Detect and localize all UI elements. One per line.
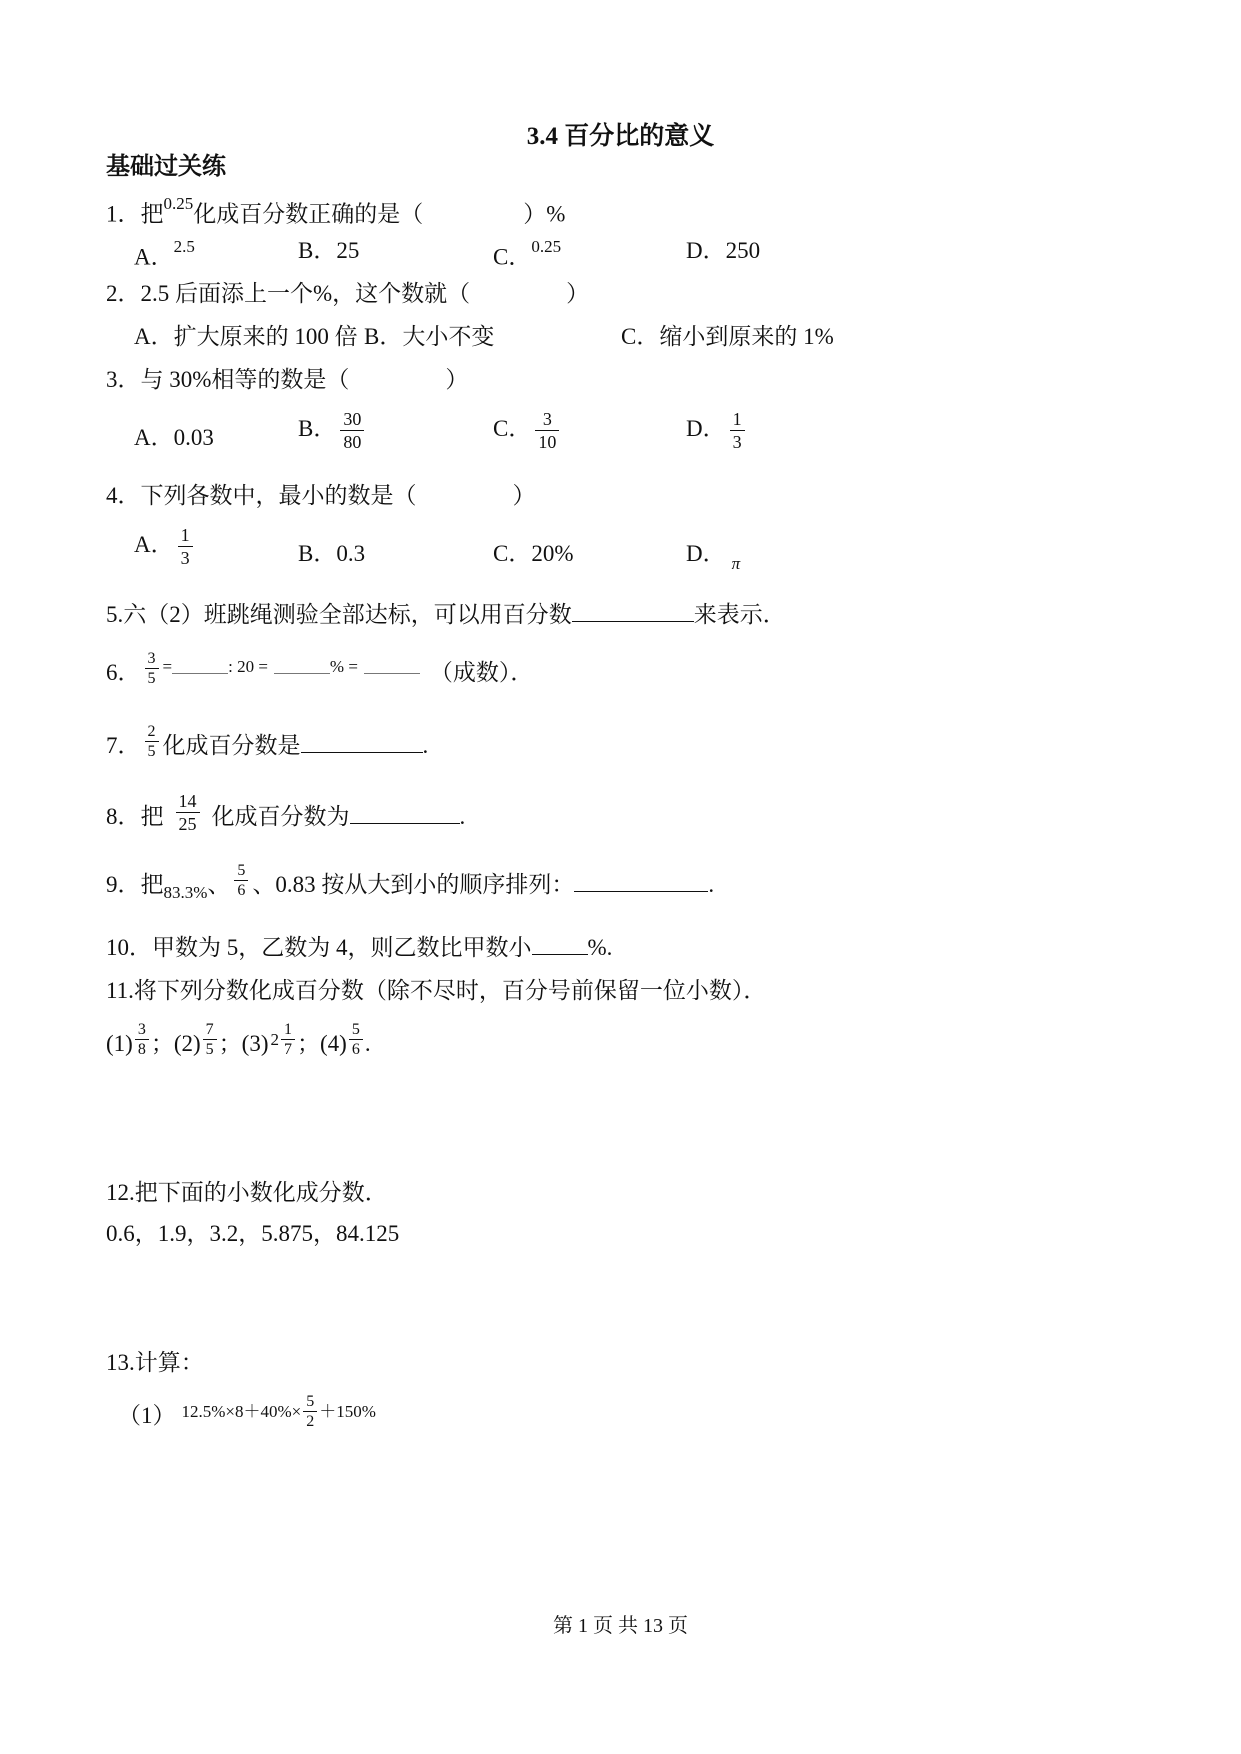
q7-answer-blank[interactable]: [301, 730, 423, 753]
q1-number: 0.25: [163, 194, 194, 213]
q1-option-a: A．$^{2.5}$: [134, 237, 195, 270]
section-heading: 基础过关练: [106, 154, 226, 180]
q4-option-a: A． $\frac{1}{3}$: [134, 524, 197, 569]
q1-close: ）%: [523, 201, 566, 227]
question-12: 12.把下面的小数化成分数．: [106, 1180, 388, 1205]
question-1: [106, 193, 565, 230]
page-title: 3.4 百分比的意义: [526, 123, 715, 150]
q6-blank-1[interactable]: [172, 655, 228, 674]
q6-blank-3[interactable]: [364, 655, 420, 674]
question-10: 10．甲数为 5，乙数为 4，则乙数比甲数小 %.: [106, 932, 612, 963]
question-4: 4．下列各数中，最小的数是（ ）: [106, 483, 536, 508]
q9-answer-blank[interactable]: [574, 869, 708, 892]
question-7: 7． $\frac{2}{5}$ 化成百分数是 .: [106, 723, 429, 760]
q3-fraction-b: $\frac{30}{80}$: [340, 408, 364, 453]
question-9: 9．把$_{83.3\%}$、 $\frac{5}{6}$ 、0.83 按从大到小的顺序排列： .: [106, 862, 715, 902]
q1-prefix: 1．把: [106, 201, 164, 227]
q4-option-d: D． $_\pi$: [686, 541, 741, 573]
q1-option-d: D．250: [686, 238, 761, 263]
q2-option-b: B．大小不变: [364, 324, 495, 349]
q3-fraction-c: $\frac{3}{10}$: [535, 408, 559, 453]
q2-option-c: C．缩小到原来的 1%: [621, 324, 834, 349]
q6-blank-2[interactable]: [274, 655, 330, 674]
q1-option-c: C．$^{0.25}$: [493, 237, 562, 270]
question-3: 3．与 30%相等的数是（ ）: [106, 367, 469, 392]
q10-answer-blank[interactable]: [532, 932, 588, 955]
q9-fraction: $\frac{5}{6}$: [234, 861, 248, 900]
q4-fraction-a: $\frac{1}{3}$: [178, 524, 193, 569]
q2-option-a: A．扩大原来的 100 倍: [134, 324, 358, 349]
q3-option-b: B． $\frac{30}{80}$: [298, 408, 368, 453]
q3-fraction-d: $\frac{1}{3}$: [730, 408, 745, 453]
q4-option-b: B．0.3: [298, 541, 366, 566]
question-8: 8．把 $\frac{14}{25}$ 化成百分数为 .: [106, 791, 466, 834]
question-13-part-1: （1） 12.5%×8＋40%× $\frac{5}{2}$ ＋150%: [118, 1393, 376, 1430]
question-6: 6． $\frac{3}{5}$ = : 20 = % = （成数）．: [106, 650, 534, 687]
q8-fraction: $\frac{14}{25}$: [176, 790, 200, 835]
q3-option-c: C． $\frac{3}{10}$: [493, 408, 563, 453]
q4-option-c: C．20%: [493, 541, 574, 566]
q3-option-a: A．0.03: [134, 425, 214, 450]
page-footer: 第 1 页 共 13 页: [553, 1615, 688, 1637]
q4-pi: π: [731, 554, 741, 573]
q1-option-b: B．25: [298, 238, 360, 263]
q5-answer-blank[interactable]: [572, 599, 694, 622]
q7-fraction: $\frac{2}{5}$: [145, 722, 159, 761]
question-13: 13.计算：: [106, 1350, 204, 1375]
q3-option-d: D． $\frac{1}{3}$: [686, 408, 749, 453]
q8-answer-blank[interactable]: [350, 801, 460, 824]
question-12-values: 0.6，1.9，3.2，5.875，84.125: [106, 1221, 400, 1246]
q6-fraction: $\frac{3}{5}$: [145, 649, 159, 688]
question-11-items: (1) $\frac{3}{8}$ ；(2) $\frac{7}{5}$ ；(3) 2 $\frac{1}{7}$ ；(4) $\frac{5}{6}$ .: [106, 1021, 371, 1058]
question-2: 2．2.5 后面添上一个%，这个数就（ ）: [106, 281, 590, 306]
question-5: 5.六（2）班跳绳测验全部达标，可以用百分数 来表示．: [106, 599, 786, 630]
q1-text: 化成百分数正确的是（: [193, 201, 424, 227]
question-11: 11.将下列分数化成百分数（除不尽时，百分号前保留一位小数）．: [106, 978, 767, 1003]
